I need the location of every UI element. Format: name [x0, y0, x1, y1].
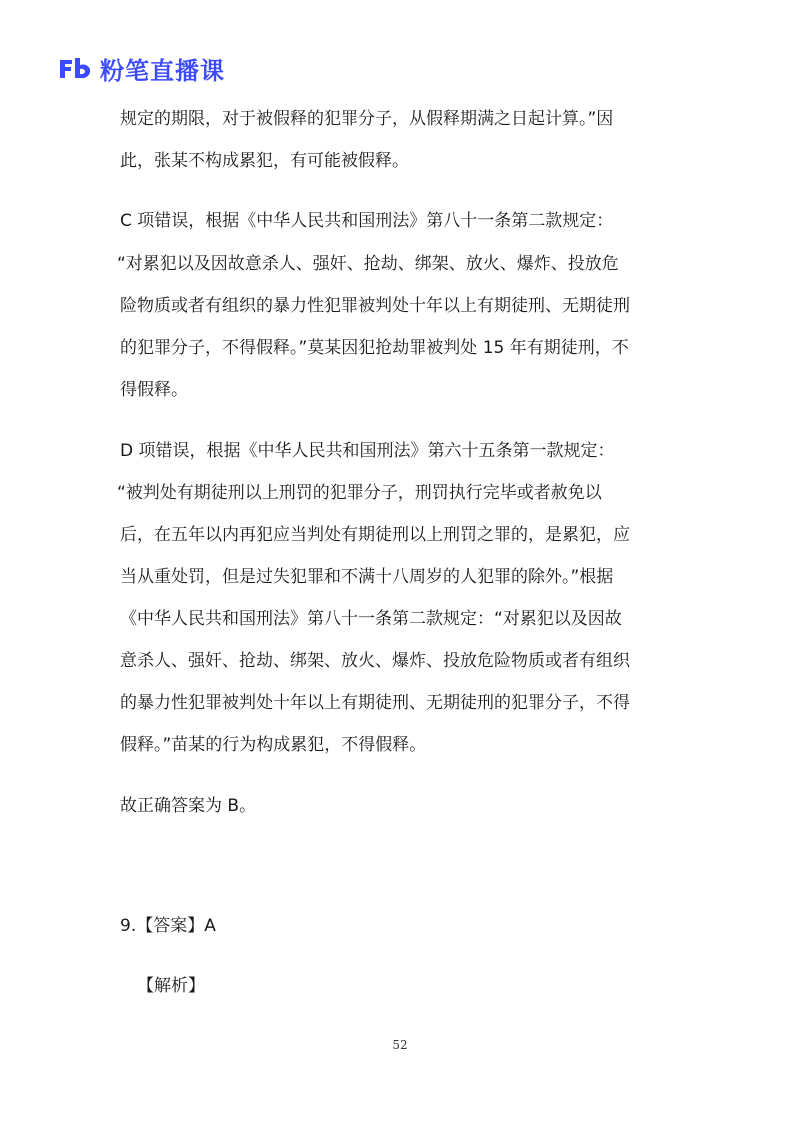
text-line: 后，在五年以内再犯应当判处有期徒刑以上刑罚之罪的，是累犯，应: [120, 525, 630, 545]
text-line: 规定的期限，对于被假释的犯罪分子，从假释期满之日起计算。”因: [120, 109, 614, 129]
text-line: C 项错误，根据《中华人民共和国刑法》第八十一条第二款规定：: [120, 211, 614, 231]
text-line: 意杀人、强奸、抢劫、绑架、放火、爆炸、投放危险物质或者有组织: [120, 651, 630, 671]
text-line: D 项错误，根据《中华人民共和国刑法》第六十五条第一款规定：: [120, 441, 615, 461]
text-line: 的暴力性犯罪被判处十年以上有期徒刑、无期徒刑的犯罪分子，不得: [120, 693, 630, 713]
header: [58, 50, 225, 86]
text-line: “被判处有期徒刑以上刑罚的犯罪分子，刑罚执行完毕或者赦免以: [117, 483, 602, 503]
text-line: 当从重处罚，但是过失犯罪和不满十八周岁的人犯罪的除外。”根据: [120, 567, 614, 587]
text-line: 此，张某不构成累犯，有可能被假释。: [120, 151, 409, 171]
text-line: 《中华人民共和国刑法》第八十一条第二款规定：“对累犯以及因故: [120, 609, 622, 629]
text-line: 险物质或者有组织的暴力性犯罪被判处十年以上有期徒刑、无期徒刑: [120, 296, 630, 316]
brand-title: 粉笔直播课: [100, 56, 225, 85]
page-number: 52: [392, 1038, 408, 1052]
text-line: 假释。”苗某的行为构成累犯，不得假释。: [120, 735, 427, 755]
text-line: 故正确答案为 B。: [120, 796, 257, 816]
fenbi-logo-icon: [58, 56, 92, 80]
answer-heading: 9.【答案】A: [120, 916, 216, 936]
analysis-heading: 【解析】: [137, 976, 205, 996]
text-line: “对累犯以及因故意杀人、强奸、抢劫、绑架、放火、爆炸、投放危: [117, 254, 619, 274]
text-line: 得假释。: [120, 380, 188, 400]
text-line: 的犯罪分子，不得假释。”莫某因犯抢劫罪被判处 15 年有期徒刑，不: [120, 338, 629, 358]
